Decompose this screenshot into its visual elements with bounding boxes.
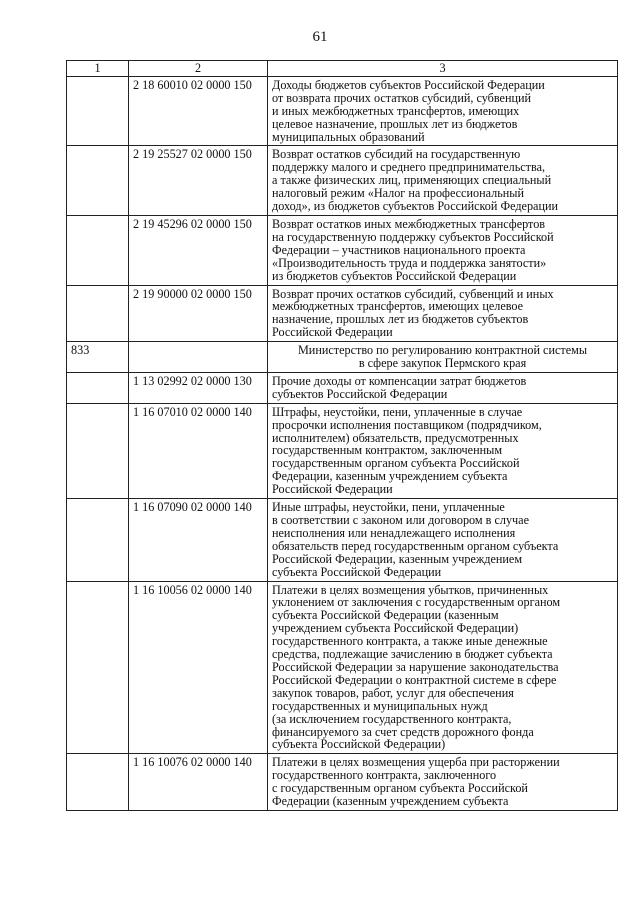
admin-code-cell [67,403,129,498]
revenue-codes-table [66,60,618,811]
budget-code-cell: 1 16 07090 02 0000 140 [129,499,268,581]
description-cell: Доходы бюджетов субъектов Российской Федерации от возврата прочих остатков субсидий, субвенций и иных межбюджетных трансфертов, имеющих целевое назначение, прошлых лет из бюджетов муниципальных образований [268,76,618,146]
description-cell: Прочие доходы от компенсации затрат бюджетов субъектов Российской Федерации [268,372,618,403]
admin-code-cell [67,146,129,216]
table-row [67,754,618,811]
table-row [67,146,618,216]
budget-code-cell: 2 19 90000 02 0000 150 [129,285,268,342]
budget-code-cell: 2 19 25527 02 0000 150 [129,146,268,216]
table-row [67,372,618,403]
admin-code-cell [67,76,129,146]
admin-code-cell: 833 [67,342,129,373]
description-cell: Платежи в целях возмещения убытков, причиненных уклонением от заключения с государственным органом субъекта Российской Федерации (казенным учреждением субъекта Российской Федерации) государственного контракта, а также иные денежные средства, подлежащие зачислению в бюджет субъекта Российской Федерации за нарушение законодательства Российской Федерации о контрактной системе в сфере закупок товаров, работ, услуг для обеспечения государственных и муниципальных нужд (за исключением государственного контракта, финансируемого за счет средств дорожного фонда субъекта Российской Федерации) [268,581,618,754]
budget-code-cell: 2 19 45296 02 0000 150 [129,215,268,285]
admin-code-cell [67,499,129,581]
description-cell: Возврат прочих остатков субсидий, субвенций и иных межбюджетных трансфертов, имеющих целевое назначение, прошлых лет из бюджетов субъектов Российской Федерации [268,285,618,342]
description-cell: Иные штрафы, неустойки, пени, уплаченные в соответствии с законом или договором в случае неисполнения или ненадлежащего исполнения обязательств перед государственным органом субъекта Российской Федерации, казенным учреждением субъекта Российской Федерации [268,499,618,581]
table-row [67,403,618,498]
table-row [67,285,618,342]
table-row-ministry [67,342,618,373]
table-row [67,581,618,754]
description-cell: Возврат остатков субсидий на государственную поддержку малого и среднего предпринимательства, а также физических лиц, применяющих специальный налоговый режим «Налог на профессиональный доход», из бюджетов субъектов Российской Федерации [268,146,618,216]
column-header-description: 3 [268,61,618,77]
table-row [67,215,618,285]
column-header-admin: 1 [67,61,129,77]
description-cell: Возврат остатков иных межбюджетных трансфертов на государственную поддержку субъектов Российской Федерации – участников национального проекта «Производительность труда и поддержка занятости» из бюджетов субъектов Российской Федерации [268,215,618,285]
description-cell: Штрафы, неустойки, пени, уплаченные в случае просрочки исполнения поставщиком (подрядчиком, исполнителем) обязательств, предусмотренных государственным контрактом, заключенным государственным органом субъекта Российской Федерации, казенным учреждением субъекта Российской Федерации [268,403,618,498]
table-header-row [67,61,618,77]
page-number: 61 [312,29,328,45]
ministry-name-cell: Министерство по регулированию контрактной системы в сфере закупок Пермского края [268,342,618,373]
admin-code-cell [67,372,129,403]
admin-code-cell [67,215,129,285]
admin-code-cell [67,285,129,342]
admin-code-cell [67,754,129,811]
column-header-code: 2 [129,61,268,77]
budget-code-cell [129,342,268,373]
budget-code-cell: 1 13 02992 02 0000 130 [129,372,268,403]
budget-code-cell: 1 16 10056 02 0000 140 [129,581,268,754]
table-row [67,76,618,146]
table-row [67,499,618,581]
budget-code-cell: 1 16 07010 02 0000 140 [129,403,268,498]
description-cell: Платежи в целях возмещения ущерба при расторжении государственного контракта, заключенного с государственным органом субъекта Российской Федерации (казенным учреждением субъекта [268,754,618,811]
admin-code-cell [67,581,129,754]
budget-code-cell: 2 18 60010 02 0000 150 [129,76,268,146]
budget-code-cell: 1 16 10076 02 0000 140 [129,754,268,811]
